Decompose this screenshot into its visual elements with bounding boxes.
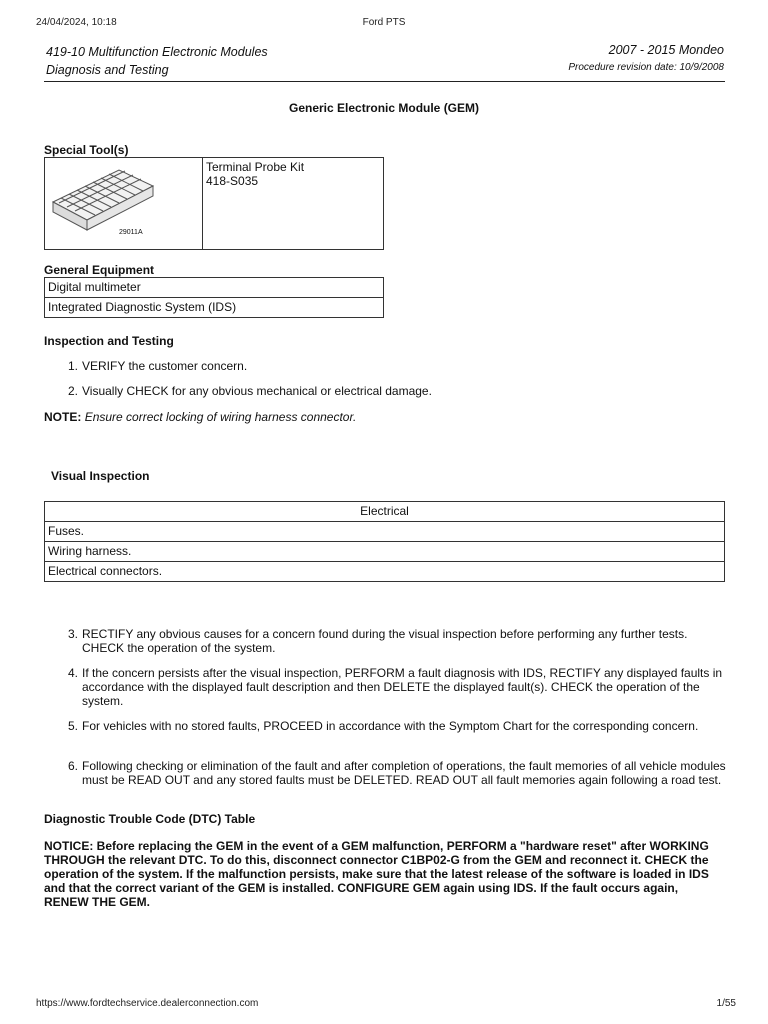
tool-description-cell	[203, 158, 384, 250]
table-row: Electrical connectors.	[45, 562, 725, 582]
procedure-steps	[44, 627, 726, 802]
doc-revision-date: Procedure revision date: 10/9/2008	[568, 62, 724, 73]
doc-subsection: Diagnosis and Testing	[46, 63, 169, 77]
doc-header-left	[46, 43, 268, 79]
step-text: Following checking or elimination of the fault and after completion of operations, the fault memories of all vehicle modules must be READ OUT and any stored faults must be DELETED. READ OUT all fault memories again following a road test.	[82, 759, 726, 787]
special-tools-table	[44, 157, 384, 250]
dtc-heading: Diagnostic Trouble Code (DTC) Table	[44, 812, 256, 826]
tool-number: 418-S035	[206, 174, 259, 188]
print-datetime: 24/04/2024, 10:18	[36, 17, 117, 28]
header-divider	[44, 81, 725, 82]
tool-image-cell	[45, 158, 203, 250]
visual-inspection-heading: Visual Inspection	[51, 469, 150, 483]
print-url[interactable]: https://www.fordtechservice.dealerconnection.com	[36, 998, 259, 1009]
page-title: Generic Electronic Module (GEM)	[288, 101, 480, 115]
step-number: 3.	[67, 627, 78, 641]
step-number: 5.	[67, 719, 78, 733]
visual-inspection-table	[44, 501, 725, 582]
inspection-heading: Inspection and Testing	[44, 334, 174, 348]
page-counter: 1/55	[716, 998, 736, 1009]
note-label: NOTE:	[44, 410, 82, 424]
tool-image-code: 29011A	[119, 229, 143, 236]
tool-name: Terminal Probe Kit	[206, 160, 305, 174]
table-row: Wiring harness.	[45, 542, 725, 562]
special-tools-heading: Special Tool(s)	[44, 143, 129, 157]
table-row: Fuses.	[45, 522, 725, 542]
note	[44, 410, 356, 424]
step-text: RECTIFY any obvious causes for a concern found during the visual inspection before performing any further tests. CHECK the operation of the system.	[82, 627, 688, 655]
note-text: Ensure correct locking of wiring harness connector.	[84, 410, 357, 424]
dtc-notice: NOTICE: Before replacing the GEM in the event of a GEM malfunction, PERFORM a "hardware reset" after WORKING THROUGH the relevant DTC. To do this, disconnect connector C1BP02-G from the GEM and reconnect it. CHECK the operation of the system. If the malfunction persists, make sure that the latest release of the software is loaded in IDS and that the correct variant of the GEM is installed. CONFIGURE GEM again using IDS. If the fault occurs again, RENEW THE GEM.	[44, 839, 709, 909]
print-site-title: Ford PTS	[362, 17, 406, 28]
step-number: 2.	[67, 384, 78, 398]
step-number: 4.	[67, 666, 78, 680]
general-equipment-heading: General Equipment	[44, 263, 155, 277]
step-text: Visually CHECK for any obvious mechanical or electrical damage.	[82, 384, 432, 398]
table-header-electrical: Electrical	[45, 502, 725, 522]
step-text: If the concern persists after the visual inspection, PERFORM a fault diagnosis with IDS, RECTIFY any displayed faults in accordance with the displayed fault description and then DELETE the displayed fault(s). CHECK the operation of the system.	[82, 666, 723, 708]
equipment-row: Integrated Diagnostic System (IDS)	[45, 298, 384, 318]
step-text: For vehicles with no stored faults, PROCEED in accordance with the Symptom Chart for the corresponding concern.	[82, 719, 699, 733]
general-equipment-table	[44, 277, 384, 318]
step-number: 6.	[67, 759, 78, 773]
step-text: VERIFY the customer concern.	[82, 359, 248, 373]
step-number: 1.	[67, 359, 78, 373]
equipment-row: Digital multimeter	[45, 278, 384, 298]
doc-model: 2007 - 2015 Mondeo	[608, 43, 724, 57]
doc-section: 419-10 Multifunction Electronic Modules	[46, 45, 268, 59]
inspection-steps	[44, 359, 726, 399]
